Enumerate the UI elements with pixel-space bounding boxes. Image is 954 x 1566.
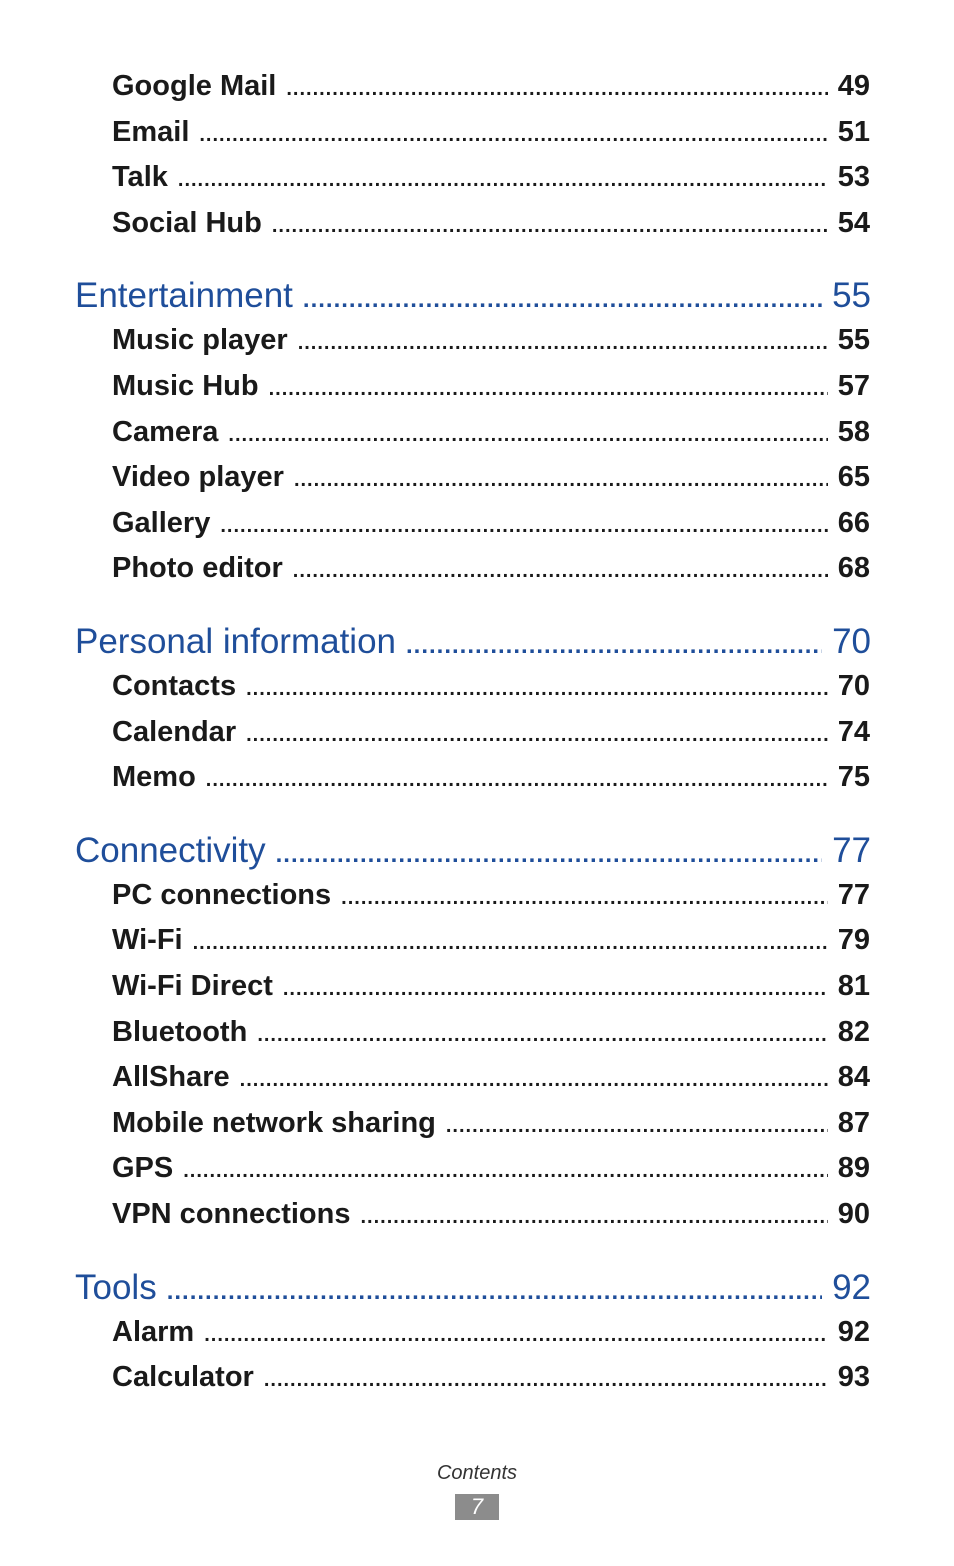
dot-leader bbox=[206, 769, 828, 792]
dot-leader bbox=[446, 1115, 828, 1138]
toc-section-heading[interactable] bbox=[75, 831, 871, 871]
toc-entry[interactable] bbox=[112, 552, 870, 585]
page-number: 57 bbox=[837, 370, 870, 402]
page-number: 87 bbox=[837, 1106, 870, 1139]
dot-leader bbox=[269, 378, 828, 401]
toc-entry[interactable] bbox=[112, 1316, 870, 1349]
entry-title: Talk bbox=[112, 161, 168, 194]
toc-entry[interactable] bbox=[112, 1061, 870, 1094]
page-number: 55 bbox=[837, 324, 870, 357]
dot-leader bbox=[246, 724, 828, 747]
entry-title: Camera bbox=[112, 415, 219, 448]
toc-entry[interactable] bbox=[112, 507, 870, 540]
toc-entry[interactable] bbox=[112, 1016, 870, 1049]
entry-title: Calculator bbox=[112, 1361, 254, 1394]
toc-entry[interactable] bbox=[112, 970, 870, 1003]
footer-page-number: 7 bbox=[455, 1494, 499, 1520]
entry-title: AllShare bbox=[112, 1061, 230, 1094]
dot-leader bbox=[220, 515, 827, 538]
page-number: 55 bbox=[832, 276, 871, 316]
section-title: Personal information bbox=[75, 622, 396, 661]
dot-leader bbox=[303, 286, 822, 314]
toc-entry[interactable] bbox=[112, 161, 870, 194]
page-number: 53 bbox=[837, 161, 870, 194]
dot-leader bbox=[283, 978, 828, 1001]
page-number: 58 bbox=[837, 415, 870, 448]
dot-leader bbox=[298, 332, 828, 355]
page-number: 51 bbox=[837, 115, 870, 148]
dot-leader bbox=[228, 424, 827, 447]
dot-leader bbox=[240, 1069, 828, 1092]
page-number: 77 bbox=[837, 878, 870, 911]
dot-leader bbox=[361, 1206, 828, 1229]
page-number: 49 bbox=[837, 70, 870, 102]
dot-leader bbox=[183, 1160, 827, 1183]
entry-title: Calendar bbox=[112, 715, 237, 748]
entry-title: Mobile network sharing bbox=[112, 1106, 436, 1139]
toc-entry[interactable] bbox=[112, 70, 870, 103]
toc-entry[interactable] bbox=[112, 416, 870, 449]
entry-title: Music player bbox=[112, 324, 288, 357]
toc-entry[interactable] bbox=[112, 924, 870, 957]
toc-entry[interactable] bbox=[112, 1361, 870, 1394]
toc-entry[interactable] bbox=[112, 1152, 870, 1185]
dot-leader bbox=[286, 78, 827, 101]
section-title: Tools bbox=[75, 1267, 157, 1307]
toc-section-heading[interactable] bbox=[75, 276, 871, 316]
page-number: 93 bbox=[837, 1361, 870, 1394]
page-number: 77 bbox=[832, 830, 871, 870]
footer-section-label: Contents bbox=[436, 1462, 518, 1484]
entry-title: Social Hub bbox=[112, 206, 262, 239]
page-number: 84 bbox=[837, 1061, 870, 1094]
page-number: 90 bbox=[837, 1198, 870, 1230]
page-number: 75 bbox=[837, 761, 870, 794]
dot-leader bbox=[246, 678, 828, 701]
dot-leader bbox=[199, 124, 827, 147]
toc-entry[interactable] bbox=[112, 324, 870, 357]
dot-leader bbox=[294, 469, 828, 492]
dot-leader bbox=[193, 932, 828, 955]
entry-title: PC connections bbox=[112, 878, 332, 911]
dot-leader bbox=[167, 1278, 822, 1306]
entry-title: Google Mail bbox=[112, 70, 277, 102]
entry-title: Music Hub bbox=[112, 370, 259, 402]
entry-title: Email bbox=[112, 115, 190, 148]
toc-entry[interactable] bbox=[112, 461, 870, 494]
entry-title: VPN connections bbox=[112, 1198, 351, 1230]
section-title: Connectivity bbox=[75, 830, 266, 870]
page-number: 68 bbox=[837, 552, 870, 585]
entry-title: Wi-Fi Direct bbox=[112, 970, 273, 1002]
page-number: 70 bbox=[837, 670, 870, 702]
dot-leader bbox=[257, 1024, 827, 1047]
page-number: 92 bbox=[832, 1267, 871, 1307]
entry-title: Alarm bbox=[112, 1315, 195, 1348]
toc-entry[interactable] bbox=[112, 1198, 870, 1231]
entry-title: Memo bbox=[112, 761, 196, 794]
toc-entry[interactable] bbox=[112, 370, 870, 403]
entry-title: Video player bbox=[112, 461, 284, 494]
dot-leader bbox=[276, 841, 822, 869]
entry-title: Photo editor bbox=[112, 552, 283, 585]
dot-leader bbox=[264, 1369, 828, 1392]
toc-entry[interactable] bbox=[112, 207, 870, 240]
entry-title: Bluetooth bbox=[112, 1015, 248, 1048]
page-number: 70 bbox=[832, 622, 871, 661]
page-number: 74 bbox=[837, 715, 870, 748]
page-number: 65 bbox=[837, 461, 870, 494]
toc-entry[interactable] bbox=[112, 116, 870, 149]
page-number: 79 bbox=[837, 924, 870, 957]
toc-entry[interactable] bbox=[112, 761, 870, 794]
page-number: 81 bbox=[837, 970, 870, 1002]
page-number: 92 bbox=[837, 1315, 870, 1348]
toc-entry[interactable] bbox=[112, 879, 870, 912]
toc-entry[interactable] bbox=[112, 1107, 870, 1140]
dot-leader bbox=[293, 560, 828, 583]
dot-leader bbox=[406, 632, 822, 660]
toc-section-heading[interactable] bbox=[75, 622, 871, 662]
toc-entry[interactable] bbox=[112, 670, 870, 703]
entry-title: Gallery bbox=[112, 506, 211, 539]
dot-leader bbox=[341, 887, 828, 910]
entry-title: Contacts bbox=[112, 670, 237, 702]
page-number: 82 bbox=[837, 1015, 870, 1048]
page-number: 54 bbox=[837, 206, 870, 239]
dot-leader bbox=[272, 215, 828, 238]
entry-title: Wi-Fi bbox=[112, 924, 183, 957]
dot-leader bbox=[178, 169, 828, 192]
section-title: Entertainment bbox=[75, 276, 293, 316]
toc-entry[interactable] bbox=[112, 716, 870, 749]
page-number: 66 bbox=[837, 506, 870, 539]
entry-title: GPS bbox=[112, 1152, 174, 1185]
dot-leader bbox=[204, 1324, 828, 1347]
page-number: 89 bbox=[837, 1152, 870, 1185]
toc-section-heading[interactable] bbox=[75, 1268, 871, 1308]
